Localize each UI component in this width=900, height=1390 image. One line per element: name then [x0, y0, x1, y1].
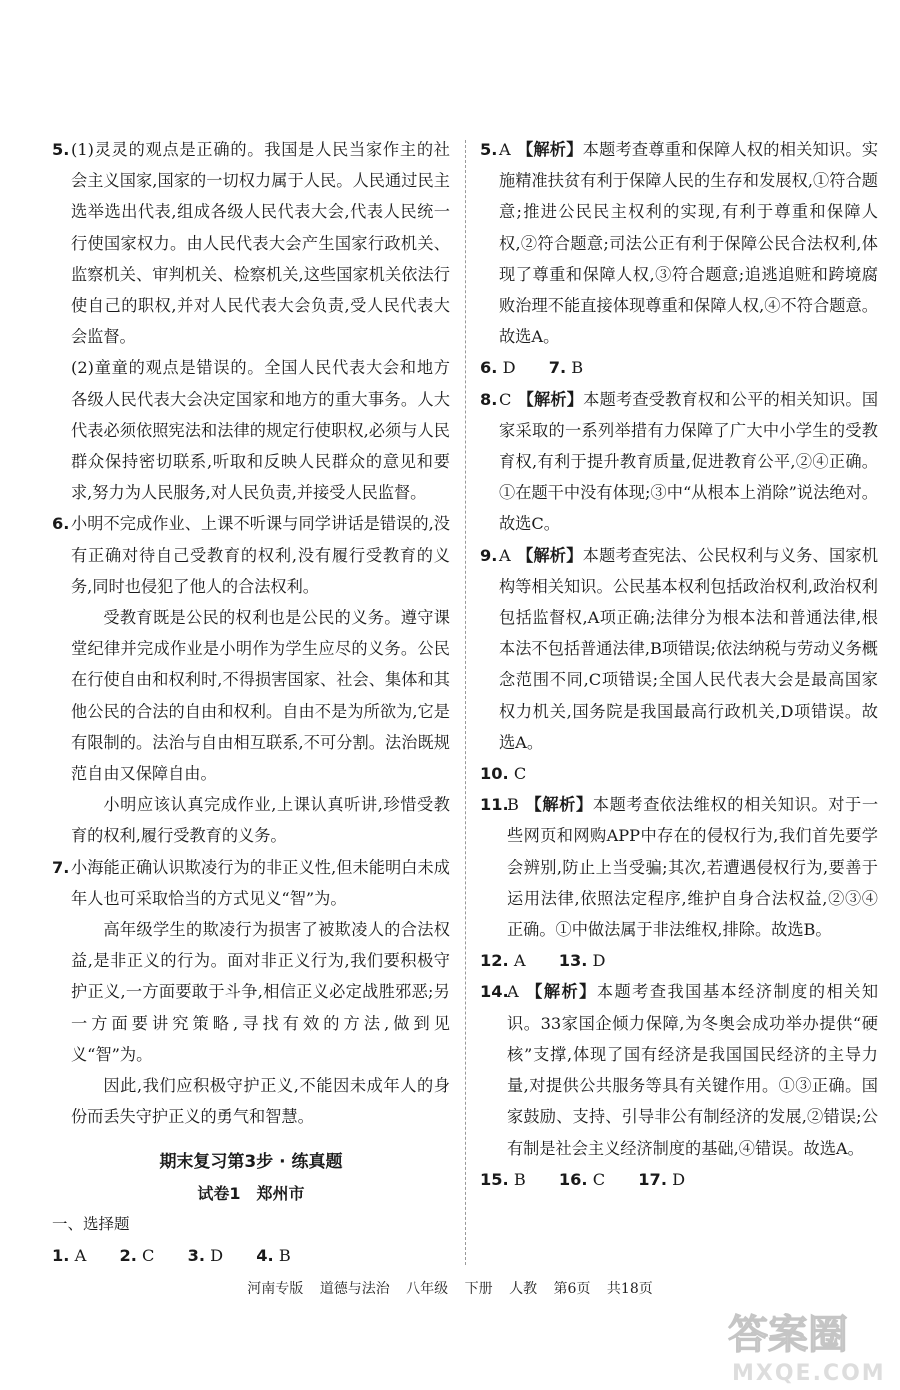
question-5-explanation: [480, 134, 878, 352]
analysis-text: 本题考查受教育权和公平的相关知识。国家采取的一系列举措有力保障了广大中小学生的受教育权,有利于提升教育质量,促进教育公平,②④正确。①在题干中没有体现;③中“从根本上消除”说法绝对。故选C。: [499, 389, 879, 534]
answer-row: [52, 1240, 450, 1271]
answer-item: 16. C: [558, 1169, 606, 1189]
answer-choice: A: [499, 140, 511, 159]
page-footer: [0, 1278, 900, 1298]
question-7-answer: [52, 852, 450, 914]
answer-item: 2. C: [119, 1246, 155, 1266]
answer-paragraph: (2)童童的观点是错误的。全国人民代表大会和地方各级人民代表大会决定国家和地方的重大事务。人大代表必须依照宪法和法律的规定行使职权,必须与人民群众保持密切联系,听取和反映人民群众的意见和要求,努力为人民服务,对人民负责,并接受人民监督。: [71, 358, 450, 503]
answer-paragraph: 小海能正确认识欺凌行为的非正义性,但未能明白未成年人也可采取恰当的方式见义“智”为。: [71, 857, 450, 908]
footer-grade: 八年级: [406, 1281, 449, 1297]
answer-paragraph: 高年级学生的欺凌行为损害了被欺凌人的合法权益,是非正义的行为。面对非正义行为,我们要积极守护正义,一方面要敢于斗争,相信正义必定战胜邪恶;另一方面要讲究策略,寻找有效的方法,做到见义“智”为。: [71, 920, 450, 1064]
answer-item: 10. C: [480, 764, 527, 784]
analysis-tag: 【解析】: [524, 795, 593, 815]
answer-item: 1. A: [52, 1246, 87, 1266]
answer-row: [480, 945, 878, 976]
answer-choice: C: [499, 389, 512, 409]
analysis-text: 本题考查我国基本经济制度的相关知识。33家国企倾力保障,为冬奥会成功举办提供“硬核”支撑,体现了国有经济是我国国民经济的主导力量,对提供公共服务等具有关键作用。①③正确。国家鼓励、支持、引导非公有制经济的发展,②错误;公有制是社会主义经济制度的基础,④错误。故选A。: [507, 982, 879, 1158]
question-14-explanation: [480, 976, 878, 1163]
analysis-tag: 【解析】: [516, 140, 583, 159]
answer-item: 17. D: [638, 1169, 686, 1189]
footer-page-number: 第6页: [553, 1281, 591, 1297]
answer-item: 6. D: [480, 358, 516, 378]
watermark-logo: [722, 1300, 892, 1386]
column-divider: [465, 140, 466, 1265]
answer-item: 13. D: [558, 951, 606, 971]
question-5-answer: [52, 134, 450, 508]
answer-item: 7. B: [548, 358, 584, 378]
answer-paragraph: 小明应该认真完成作业,上课认真听讲,珍惜受教育的权利,履行受教育的义务。: [71, 795, 450, 846]
analysis-text: 本题考查宪法、公民权利与义务、国家机构等相关知识。公民基本权利包括政治权利,政治权利包括监督权,A项正确;法律分为根本法和普通法律,根本法不包括普通法律,B项错误;依法纳税与劳动义务概念范围不同,C项错误;全国人民代表大会是最高国家权力机关,国务院是我国最高行政机关,D项错误。故选A。: [499, 545, 879, 752]
footer-total-pages: 共18页: [606, 1281, 653, 1297]
answer-choice: A: [499, 545, 511, 565]
answer-row: [480, 352, 878, 383]
svg-text:MXQE.COM: MXQE.COM: [732, 1361, 886, 1386]
question-9-explanation: [480, 540, 878, 758]
answer-row: [480, 758, 878, 789]
analysis-tag: 【解析】: [516, 545, 583, 565]
question-number: 14.: [480, 982, 509, 1002]
analysis-text: 本题考查依法维权的相关知识。对于一些网页和网购APP中存在的侵权行为,我们首先要学会辨别,防止上当受骗;其次,若遭遇侵权行为,要善于运用法律,依照法定程序,维护自身合法权益,②③④正确。①中做法属于非法维权,排除。故选B。: [507, 795, 879, 940]
left-column: [52, 134, 450, 1271]
answer-paragraph: 小明不完成作业、上课不听课与同学讲话是错误的,没有正确对待自己受教育的权利,没有履行受教育的义务,同时也侵犯了他人的合法权利。: [71, 514, 450, 596]
answer-paragraph: 因此,我们应积极守护正义,不能因未成年人的身份而丢失守护正义的勇气和智慧。: [71, 1076, 450, 1127]
answer-item: 3. D: [187, 1246, 224, 1266]
answer-row: [480, 1164, 878, 1195]
svg-text:答案圈: 答案圈: [728, 1312, 848, 1358]
question-11-explanation: [480, 789, 878, 945]
right-column: [480, 134, 878, 1195]
footer-publisher: 人教: [509, 1281, 538, 1297]
question-number: 7.: [52, 857, 70, 877]
paper-title: 试卷1 郑州市: [197, 1183, 305, 1203]
answer-item: 4. B: [256, 1246, 291, 1266]
analysis-text: 本题考查尊重和保障人权的相关知识。实施精准扶贫有利于保障人民的生存和发展权,①符合题意;推进公民民主权利的实现,有利于尊重和保障人权,②符合题意;司法公正有利于保障公民合法权利,体现了尊重和保障人权,③符合题意;追逃追赃和跨境腐败治理不能直接体现尊重和保障人权,④不符合题意。故选A。: [499, 140, 879, 347]
question-type-heading: 一、选择题: [52, 1214, 130, 1233]
answer-paragraph: 受教育既是公民的权利也是公民的义务。遵守课堂纪律并完成作业是小明作为学生应尽的义务。公民在行使自由和权利时,不得损害国家、社会、集体和其他公民的合法的自由和权利。自由不是为所欲为,它是有限制的。法治与自由相互联系,不可分割。法治既规范自由又保障自由。: [71, 608, 450, 784]
footer-volume: 下册: [464, 1281, 493, 1297]
answer-choice: B: [507, 795, 519, 815]
question-number: 9.: [480, 545, 498, 565]
question-6-answer: [52, 508, 450, 602]
question-8-explanation: [480, 384, 878, 540]
answer-item: 12. A: [480, 951, 526, 971]
footer-edition: 河南专版: [247, 1281, 304, 1297]
analysis-tag: 【解析】: [517, 389, 584, 409]
question-number: 6.: [52, 514, 70, 534]
section-title: 期末复习第3步 · 练真题: [159, 1151, 343, 1172]
question-number: 5.: [480, 140, 498, 159]
footer-subject: 道德与法治: [319, 1281, 390, 1297]
question-number: 11.: [480, 795, 509, 815]
answer-paragraph: (1)灵灵的观点是正确的。我国是人民当家作主的社会主义国家,国家的一切权力属于人民。人民通过民主选举选出代表,组成各级人民代表大会,代表人民统一行使国家权力。由人民代表大会产生国家行政机关、监察机关、审判机关、检察机关,这些国家机关依法行使自己的职权,并对人民代表大会负责,受人民代表大会监督。: [71, 140, 450, 347]
question-number: 8.: [480, 389, 498, 409]
answer-choice: A: [507, 982, 519, 1002]
answer-item: 15. B: [480, 1169, 526, 1189]
analysis-tag: 【解析】: [524, 982, 597, 1002]
question-number: 5.: [52, 140, 70, 159]
